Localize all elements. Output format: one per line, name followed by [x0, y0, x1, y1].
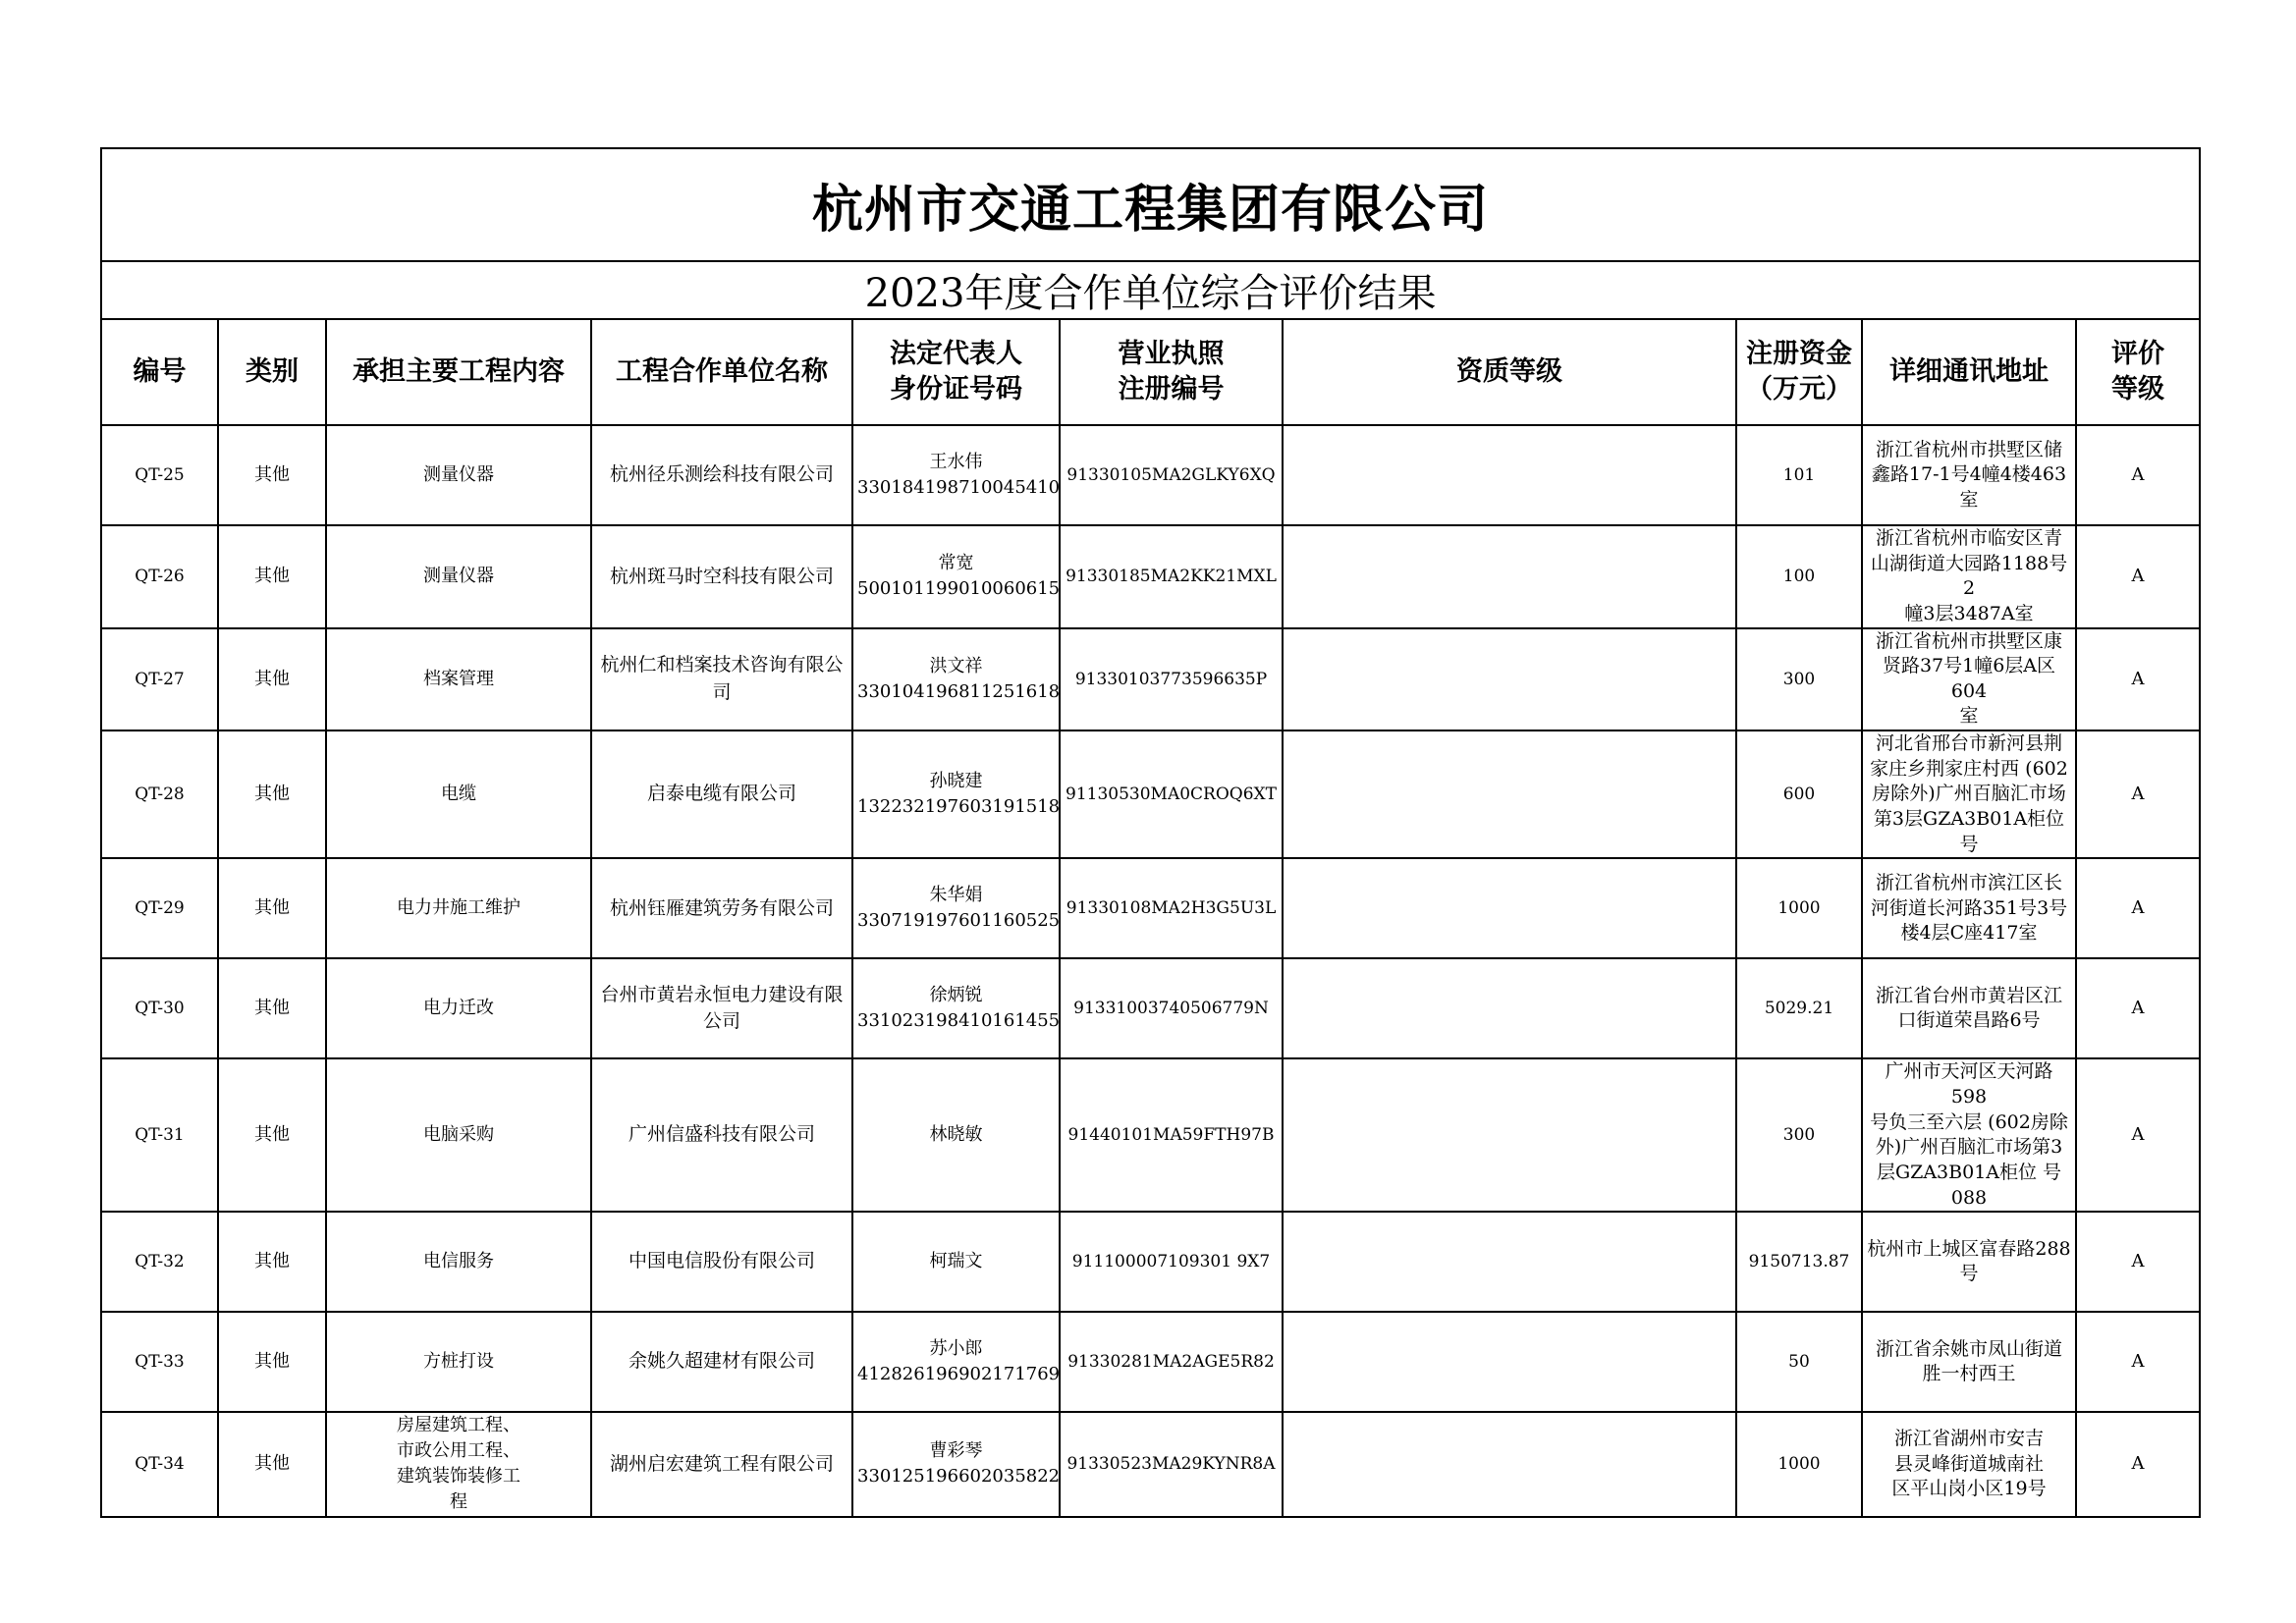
- cell-content-line: 测量仪器: [423, 463, 494, 485]
- cell-address-line: 区平山岗小区19号: [1891, 1478, 2047, 1500]
- cell-capital: 600: [1736, 730, 1862, 858]
- cell-no: QT-28: [101, 730, 218, 858]
- cell-grade: A: [2076, 628, 2200, 731]
- cell-address-line: 广州市天河区天河路 598: [1885, 1060, 2053, 1108]
- cell-legal-rep: [852, 1212, 1060, 1312]
- cell-legal-rep: [852, 1412, 1060, 1516]
- cell-content: [326, 1312, 591, 1412]
- cell-content-line: 房屋建筑工程、: [397, 1415, 520, 1436]
- cell-license: 91330105MA2GLKY6XQ: [1060, 425, 1283, 525]
- cell-address: [1862, 958, 2076, 1058]
- header-no: 编号: [101, 319, 218, 425]
- legal-rep-name: 洪文祥: [929, 655, 983, 676]
- cell-company-name-line: 杭州斑马时空科技有限公司: [609, 565, 834, 587]
- header-license-line2: 注册编号: [1118, 374, 1225, 405]
- legal-rep-name: 柯瑞文: [929, 1251, 983, 1272]
- header-capital: [1736, 319, 1862, 425]
- cell-qualification: [1283, 1312, 1736, 1412]
- table-row: [101, 425, 2200, 525]
- cell-company-name: [591, 525, 852, 628]
- cell-capital: 300: [1736, 628, 1862, 731]
- cell-address: [1862, 525, 2076, 628]
- cell-license: 91330523MA29KYNR8A: [1060, 1412, 1283, 1516]
- cell-grade: A: [2076, 525, 2200, 628]
- cell-type: 其他: [218, 858, 326, 958]
- header-address: 详细通讯地址: [1862, 319, 2076, 425]
- cell-legal-rep: [852, 1312, 1060, 1412]
- cell-content: [326, 628, 591, 731]
- cell-address: [1862, 858, 2076, 958]
- cell-address-line: 楼4层C座417室: [1900, 922, 2038, 945]
- legal-rep-id: 330719197601160525: [857, 910, 1061, 932]
- header-legal-rep-line1: 法定代表人: [890, 338, 1022, 369]
- cell-type: 其他: [218, 1058, 326, 1212]
- cell-company-name-line: 司: [712, 680, 732, 703]
- cell-no: QT-25: [101, 425, 218, 525]
- cell-address-line: 浙江省杭州市滨江区长: [1875, 871, 2062, 893]
- cell-company-name: [591, 730, 852, 858]
- cell-company-name-line: 启泰电缆有限公司: [646, 783, 796, 805]
- cell-legal-rep: [852, 425, 1060, 525]
- table-row: [101, 1412, 2200, 1516]
- cell-no: QT-29: [101, 858, 218, 958]
- cell-company-name: [591, 628, 852, 731]
- cell-type: 其他: [218, 958, 326, 1058]
- cell-content: [326, 1212, 591, 1312]
- legal-rep-id: 132232197603191518: [857, 796, 1061, 818]
- cell-no: QT-33: [101, 1312, 218, 1412]
- cell-address: [1862, 1212, 2076, 1312]
- header-license-line1: 营业执照: [1118, 338, 1225, 369]
- cell-content: [326, 858, 591, 958]
- cell-content-line: 电力井施工维护: [397, 897, 520, 919]
- cell-qualification: [1283, 858, 1736, 958]
- cell-content: [326, 730, 591, 858]
- cell-company-name-line: 杭州钰雁建筑劳务有限公司: [609, 896, 834, 919]
- cell-license: 91331003740506779N: [1060, 958, 1283, 1058]
- cell-capital: 1000: [1736, 858, 1862, 958]
- header-legal-rep: [852, 319, 1060, 425]
- cell-no: QT-31: [101, 1058, 218, 1212]
- cell-grade: A: [2076, 1412, 2200, 1516]
- cell-legal-rep: [852, 858, 1060, 958]
- cell-qualification: [1283, 1212, 1736, 1312]
- header-grade-line2: 等级: [2111, 374, 2165, 405]
- cell-content-line: 市政公用工程、: [397, 1440, 520, 1462]
- cell-type: 其他: [218, 525, 326, 628]
- cell-capital: 50: [1736, 1312, 1862, 1412]
- cell-capital: 101: [1736, 425, 1862, 525]
- cell-type: 其他: [218, 1412, 326, 1516]
- cell-address-line: 室: [1959, 705, 1979, 728]
- cell-capital: 9150713.87: [1736, 1212, 1862, 1312]
- header-qualification: 资质等级: [1283, 319, 1736, 425]
- cell-address: [1862, 425, 2076, 525]
- legal-rep-name: 苏小郎: [929, 1338, 983, 1360]
- legal-rep-id: 500101199010060615: [857, 578, 1061, 600]
- cell-content: [326, 525, 591, 628]
- header-grade-line1: 评价: [2111, 338, 2165, 369]
- cell-address-line: 县灵峰街道城南社: [1893, 1452, 2044, 1475]
- cell-company-name-line: 公司: [702, 1010, 740, 1033]
- cell-address: [1862, 1412, 2076, 1516]
- cell-address-line: 贤路37号1幢6层A区604: [1882, 655, 2056, 702]
- cell-address-line: 浙江省余姚市凤山街道: [1875, 1337, 2062, 1360]
- cell-type: 其他: [218, 1312, 326, 1412]
- cell-capital: 300: [1736, 1058, 1862, 1212]
- cell-type: 其他: [218, 1212, 326, 1312]
- cell-grade: A: [2076, 425, 2200, 525]
- cell-company-name-line: 台州市黄岩永恒电力建设有限: [600, 983, 844, 1005]
- cell-content-line: 方桩打设: [423, 1351, 494, 1373]
- cell-company-name: [591, 425, 852, 525]
- legal-rep-id: 330104196811251618: [857, 680, 1061, 702]
- cell-no: QT-34: [101, 1412, 218, 1516]
- cell-license: 911100007109301 9X7: [1060, 1212, 1283, 1312]
- cell-address-line: 山湖街道大园路1188号2: [1870, 552, 2068, 600]
- header-capital-line1: 注册资金: [1746, 338, 1852, 369]
- evaluation-table: [100, 147, 2201, 1518]
- table-row: [101, 628, 2200, 731]
- header-type: 类别: [218, 319, 326, 425]
- header-grade: [2076, 319, 2200, 425]
- legal-rep-name: 徐炳锐: [929, 985, 983, 1006]
- cell-legal-rep: [852, 628, 1060, 731]
- cell-address-line: 号负三至六层 (602房除: [1870, 1110, 2068, 1133]
- cell-content-line: 档案管理: [423, 668, 494, 689]
- cell-address-line: 号: [1959, 1263, 1979, 1285]
- cell-address: [1862, 730, 2076, 858]
- cell-no: QT-30: [101, 958, 218, 1058]
- cell-content: [326, 1412, 591, 1516]
- table-row: [101, 858, 2200, 958]
- cell-qualification: [1283, 1058, 1736, 1212]
- cell-address-line: 河北省邢台市新河县荆: [1875, 732, 2062, 755]
- cell-company-name-line: 杭州仁和档案技术咨询有限公: [600, 654, 844, 676]
- cell-content-line: 程: [450, 1491, 467, 1513]
- cell-grade: A: [2076, 858, 2200, 958]
- cell-address-line: 房除外)广州百脑汇市场: [1872, 783, 2066, 805]
- header-capital-line2: （万元）: [1746, 374, 1852, 405]
- cell-qualification: [1283, 525, 1736, 628]
- cell-content: [326, 1058, 591, 1212]
- cell-address-line: 浙江省台州市黄岩区江: [1875, 984, 2062, 1006]
- cell-content-line: 建筑装饰装修工: [397, 1466, 520, 1488]
- cell-address-line: 外)广州百脑汇市场第3: [1875, 1136, 2063, 1159]
- cell-content-line: 测量仪器: [423, 566, 494, 587]
- cell-address-line: 层GZA3B01A柜位 号088: [1876, 1161, 2062, 1209]
- cell-capital: 5029.21: [1736, 958, 1862, 1058]
- cell-address-line: 口街道荣昌路6号: [1897, 1009, 2041, 1032]
- cell-license: 91330185MA2KK21MXL: [1060, 525, 1283, 628]
- cell-address-line: 胜一村西王: [1922, 1363, 2016, 1385]
- cell-address-line: 浙江省湖州市安吉: [1893, 1427, 2044, 1449]
- cell-type: 其他: [218, 628, 326, 731]
- cell-type: 其他: [218, 425, 326, 525]
- legal-rep-id: 331023198410161455: [857, 1010, 1061, 1032]
- cell-grade: A: [2076, 1212, 2200, 1312]
- legal-rep-name: 孙晓建: [929, 771, 983, 792]
- cell-content-line: 电信服务: [423, 1251, 494, 1272]
- cell-address-line: 浙江省杭州市临安区青: [1875, 527, 2062, 549]
- legal-rep-name: 王水伟: [929, 451, 983, 472]
- cell-company-name: [591, 858, 852, 958]
- cell-grade: A: [2076, 958, 2200, 1058]
- cell-license: 91330281MA2AGE5R82: [1060, 1312, 1283, 1412]
- cell-qualification: [1283, 628, 1736, 731]
- cell-capital: 100: [1736, 525, 1862, 628]
- cell-address-line: 浙江省杭州市拱墅区康: [1875, 629, 2062, 652]
- cell-company-name: [591, 1312, 852, 1412]
- cell-address-line: 家庄乡荆家庄村西 (602: [1870, 757, 2068, 780]
- cell-license: 91330103773596635P: [1060, 628, 1283, 731]
- cell-company-name: [591, 1212, 852, 1312]
- cell-company-name-line: 广州信盛科技有限公司: [628, 1123, 815, 1146]
- cell-content-line: 电脑采购: [423, 1124, 494, 1146]
- legal-rep-name: 常宽: [938, 553, 974, 574]
- table-row: [101, 1312, 2200, 1412]
- cell-license: 91330108MA2H3G5U3L: [1060, 858, 1283, 958]
- cell-address-line: 幢3层3487A室: [1904, 602, 2034, 624]
- cell-grade: A: [2076, 1312, 2200, 1412]
- cell-qualification: [1283, 958, 1736, 1058]
- legal-rep-id: 412826196902171769: [857, 1364, 1061, 1385]
- cell-license: 91130530MA0CROQ6XT: [1060, 730, 1283, 858]
- cell-legal-rep: [852, 958, 1060, 1058]
- cell-content-line: 电力迁改: [423, 998, 494, 1019]
- header-row: [101, 319, 2200, 425]
- cell-address: [1862, 1058, 2076, 1212]
- cell-company-name-line: 杭州径乐测绘科技有限公司: [609, 463, 834, 486]
- legal-rep-id: 330125196602035822: [857, 1466, 1061, 1488]
- cell-company-name: [591, 1412, 852, 1516]
- cell-no: QT-32: [101, 1212, 218, 1312]
- cell-address-line: 河街道长河路351号3号: [1870, 896, 2068, 919]
- cell-capital: 1000: [1736, 1412, 1862, 1516]
- cell-company-name: [591, 1058, 852, 1212]
- cell-address-line: 第3层GZA3B01A柜位 号: [1873, 808, 2065, 855]
- cell-grade: A: [2076, 1058, 2200, 1212]
- cell-content-line: 电缆: [441, 784, 476, 805]
- cell-legal-rep: [852, 730, 1060, 858]
- header-name: 工程合作单位名称: [591, 319, 852, 425]
- table-row: [101, 525, 2200, 628]
- cell-qualification: [1283, 425, 1736, 525]
- cell-company-name-line: 湖州启宏建筑工程有限公司: [609, 1452, 834, 1475]
- cell-qualification: [1283, 730, 1736, 858]
- legal-rep-name: 林晓敏: [929, 1124, 983, 1146]
- cell-address: [1862, 1312, 2076, 1412]
- table-row: [101, 1058, 2200, 1212]
- cell-qualification: [1283, 1412, 1736, 1516]
- cell-legal-rep: [852, 1058, 1060, 1212]
- cell-legal-rep: [852, 525, 1060, 628]
- cell-address-line: 浙江省杭州市拱墅区储: [1875, 438, 2062, 460]
- cell-company-name-line: 中国电信股份有限公司: [628, 1250, 815, 1272]
- cell-company-name-line: 余姚久超建材有限公司: [628, 1350, 815, 1373]
- cell-address-line: 杭州市上城区富春路288: [1867, 1237, 2071, 1260]
- cell-license: 91440101MA59FTH97B: [1060, 1058, 1283, 1212]
- cell-no: QT-26: [101, 525, 218, 628]
- header-legal-rep-line2: 身份证号码: [890, 374, 1022, 405]
- header-content: 承担主要工程内容: [326, 319, 591, 425]
- cell-no: QT-27: [101, 628, 218, 731]
- cell-content: [326, 425, 591, 525]
- header-license: [1060, 319, 1283, 425]
- table-row: [101, 1212, 2200, 1312]
- cell-company-name: [591, 958, 852, 1058]
- cell-type: 其他: [218, 730, 326, 858]
- company-title: 杭州市交通工程集团有限公司: [101, 148, 2200, 261]
- legal-rep-name: 朱华娟: [929, 885, 983, 906]
- legal-rep-name: 曹彩琴: [929, 1440, 983, 1462]
- cell-address-line: 鑫路17-1号4幢4楼463室: [1871, 463, 2067, 511]
- cell-grade: A: [2076, 730, 2200, 858]
- table-row: [101, 730, 2200, 858]
- legal-rep-id: 330184198710045410: [857, 477, 1061, 498]
- cell-content: [326, 958, 591, 1058]
- table-row: [101, 958, 2200, 1058]
- report-subtitle: 2023年度合作单位综合评价结果: [101, 261, 2200, 319]
- cell-address: [1862, 628, 2076, 731]
